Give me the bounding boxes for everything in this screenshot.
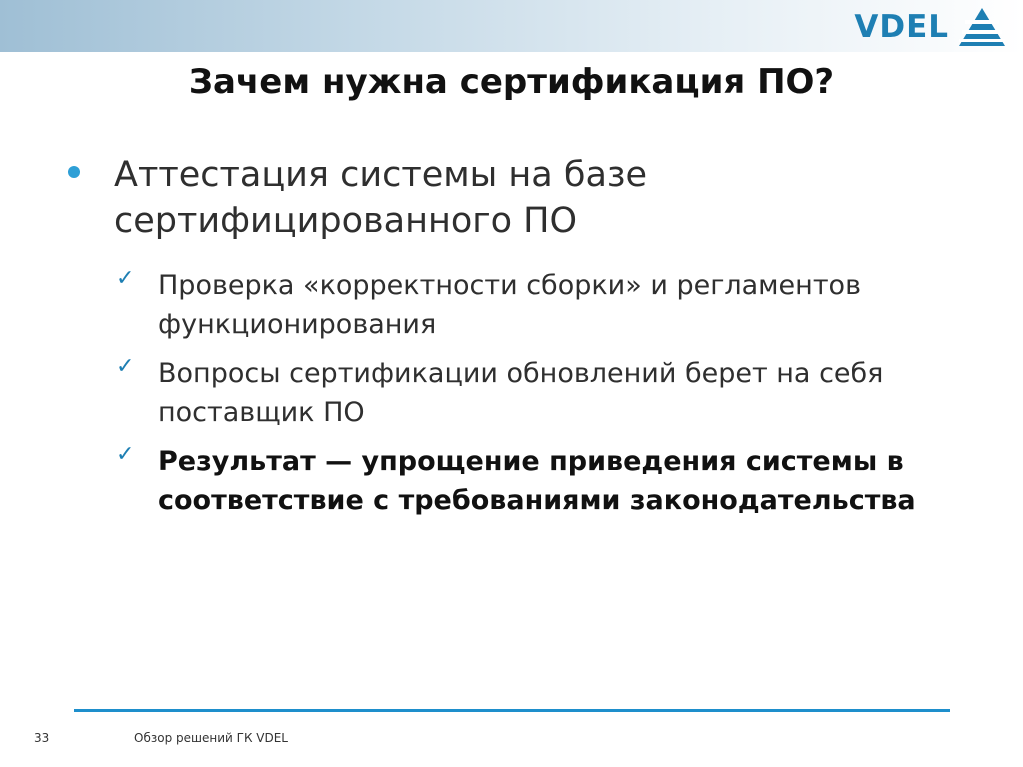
main-bullet-text: Аттестация системы на базе сертифицированного ПО xyxy=(114,155,648,241)
sub-item-2 xyxy=(116,354,976,432)
logo-text: VDEL xyxy=(854,9,949,45)
bullet-dot-icon xyxy=(68,166,80,178)
footer-caption: Обзор решений ГК VDEL xyxy=(134,731,288,745)
footer-divider xyxy=(74,709,950,712)
checkmark-icon: ✓ xyxy=(116,354,135,379)
checkmark-icon: ✓ xyxy=(116,266,135,291)
page-number: 33 xyxy=(34,731,50,745)
sub-item-3 xyxy=(116,442,976,520)
sub-item-text: Проверка «корректности сборки» и регламентов функционирования xyxy=(158,270,861,340)
checkmark-icon: ✓ xyxy=(116,442,135,467)
sub-item-1 xyxy=(116,266,976,344)
main-bullet xyxy=(68,152,968,244)
sub-item-text: Вопросы сертификации обновлений берет на себя поставщик ПО xyxy=(158,358,884,428)
company-logo xyxy=(854,6,1007,48)
slide-title: Зачем нужна сертификация ПО? xyxy=(188,62,835,102)
sub-item-text-result: Результат — упрощение приведения системы в соответствие с требованиями законодательства xyxy=(158,446,916,516)
logo-triangle-icon xyxy=(957,6,1007,48)
